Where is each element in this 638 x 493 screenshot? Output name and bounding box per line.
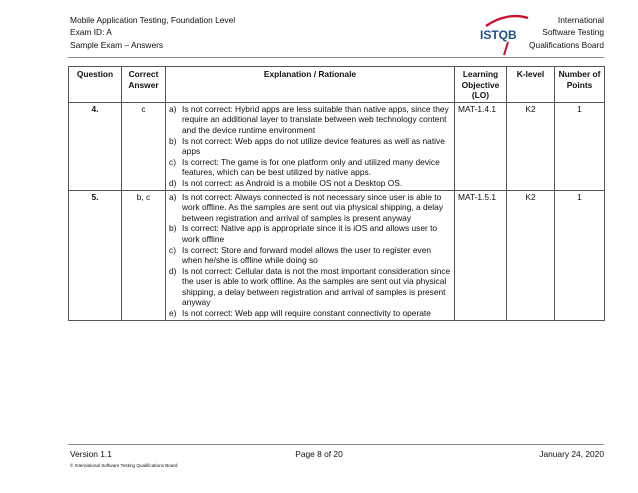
footer-divider	[68, 444, 604, 445]
option-item: c) Is correct: Store and forward model allows the user to register even when he/she is offline while doing so	[169, 244, 432, 266]
points: 1	[555, 190, 605, 320]
explanation-cell	[166, 190, 455, 320]
learning-objective: MAT-1.4.1	[455, 102, 507, 190]
header-divider	[68, 57, 604, 58]
footer-version: Version 1.1	[70, 449, 112, 459]
header-organization	[529, 14, 604, 51]
k-level: K2	[507, 190, 555, 320]
points: 1	[555, 102, 605, 190]
footer-date: January 24, 2020	[539, 449, 604, 459]
option-item: c) Is correct: The game is for one platform only and utilized many device features, which can be best utilized by native apps.	[169, 156, 440, 178]
explanation-cell	[166, 102, 455, 190]
option-item: b) Is correct: Native app is appropriate since it is iOS and allows user to work offline	[169, 223, 438, 244]
header-explanation: Explanation / Rationale	[166, 67, 455, 103]
header-exam-id: Exam ID: A	[70, 27, 112, 38]
footer-page-number: Page 8 of 20	[295, 449, 343, 459]
header-org-line-1: International	[557, 15, 604, 25]
option-list	[169, 104, 451, 189]
header-doc-subtitle: Sample Exam – Answers	[70, 39, 164, 50]
header-question: Question	[69, 67, 122, 103]
header-k-level: K-level	[507, 67, 555, 103]
question-number: 5.	[69, 190, 122, 320]
option-item: d) Is not correct: Cellular data is not the most important consideration since the user is able to work offline. As the samples are sent out via physical shipping, a delay between registration and arrival of samples is present anyway	[169, 265, 451, 308]
option-item: d) Is not correct: as Android is a mobile OS not a Desktop OS.	[169, 177, 403, 188]
table-header-row	[69, 67, 605, 103]
correct-answer: c	[122, 102, 166, 190]
header-document-info	[70, 14, 235, 51]
option-item: e) Is not correct: Web app will require constant connectivity to operate	[169, 308, 431, 319]
option-item: a) Is not correct: Hybrid apps are less suitable than native apps, since they require an additional layer to translate between web technology content and the device runtime environment	[169, 103, 449, 135]
option-item: b) Is not correct: Web apps do not utilize device features as well as native apps	[169, 135, 445, 157]
option-item: a) Is not correct: Always connected is not necessary since user is able to work offline. As the samples are sent out via physical shipping, a delay between registration and arrival of samples is present anyway	[169, 191, 444, 223]
istqb-logo	[478, 12, 530, 56]
correct-answer: b, c	[122, 190, 166, 320]
logo-text: ISTQB	[480, 28, 517, 42]
option-list	[169, 192, 451, 319]
header-correct-answer: Correct Answer	[122, 67, 166, 103]
table-row	[69, 102, 605, 190]
footer-copyright: © International Software Testing Qualifications Board	[70, 463, 178, 468]
header-doc-title: Mobile Application Testing, Foundation Level	[70, 15, 236, 25]
answers-table	[68, 66, 605, 321]
learning-objective: MAT-1.5.1	[455, 190, 507, 320]
header-org-line-3: Qualifications Board	[529, 39, 604, 50]
question-number: 4.	[69, 102, 122, 190]
header-points: Number of Points	[555, 67, 605, 103]
header-org-line-2: Software Testing	[542, 27, 604, 38]
header-learning-objective: Learning Objective (LO)	[455, 67, 507, 103]
k-level: K2	[507, 102, 555, 190]
table-row	[69, 190, 605, 320]
